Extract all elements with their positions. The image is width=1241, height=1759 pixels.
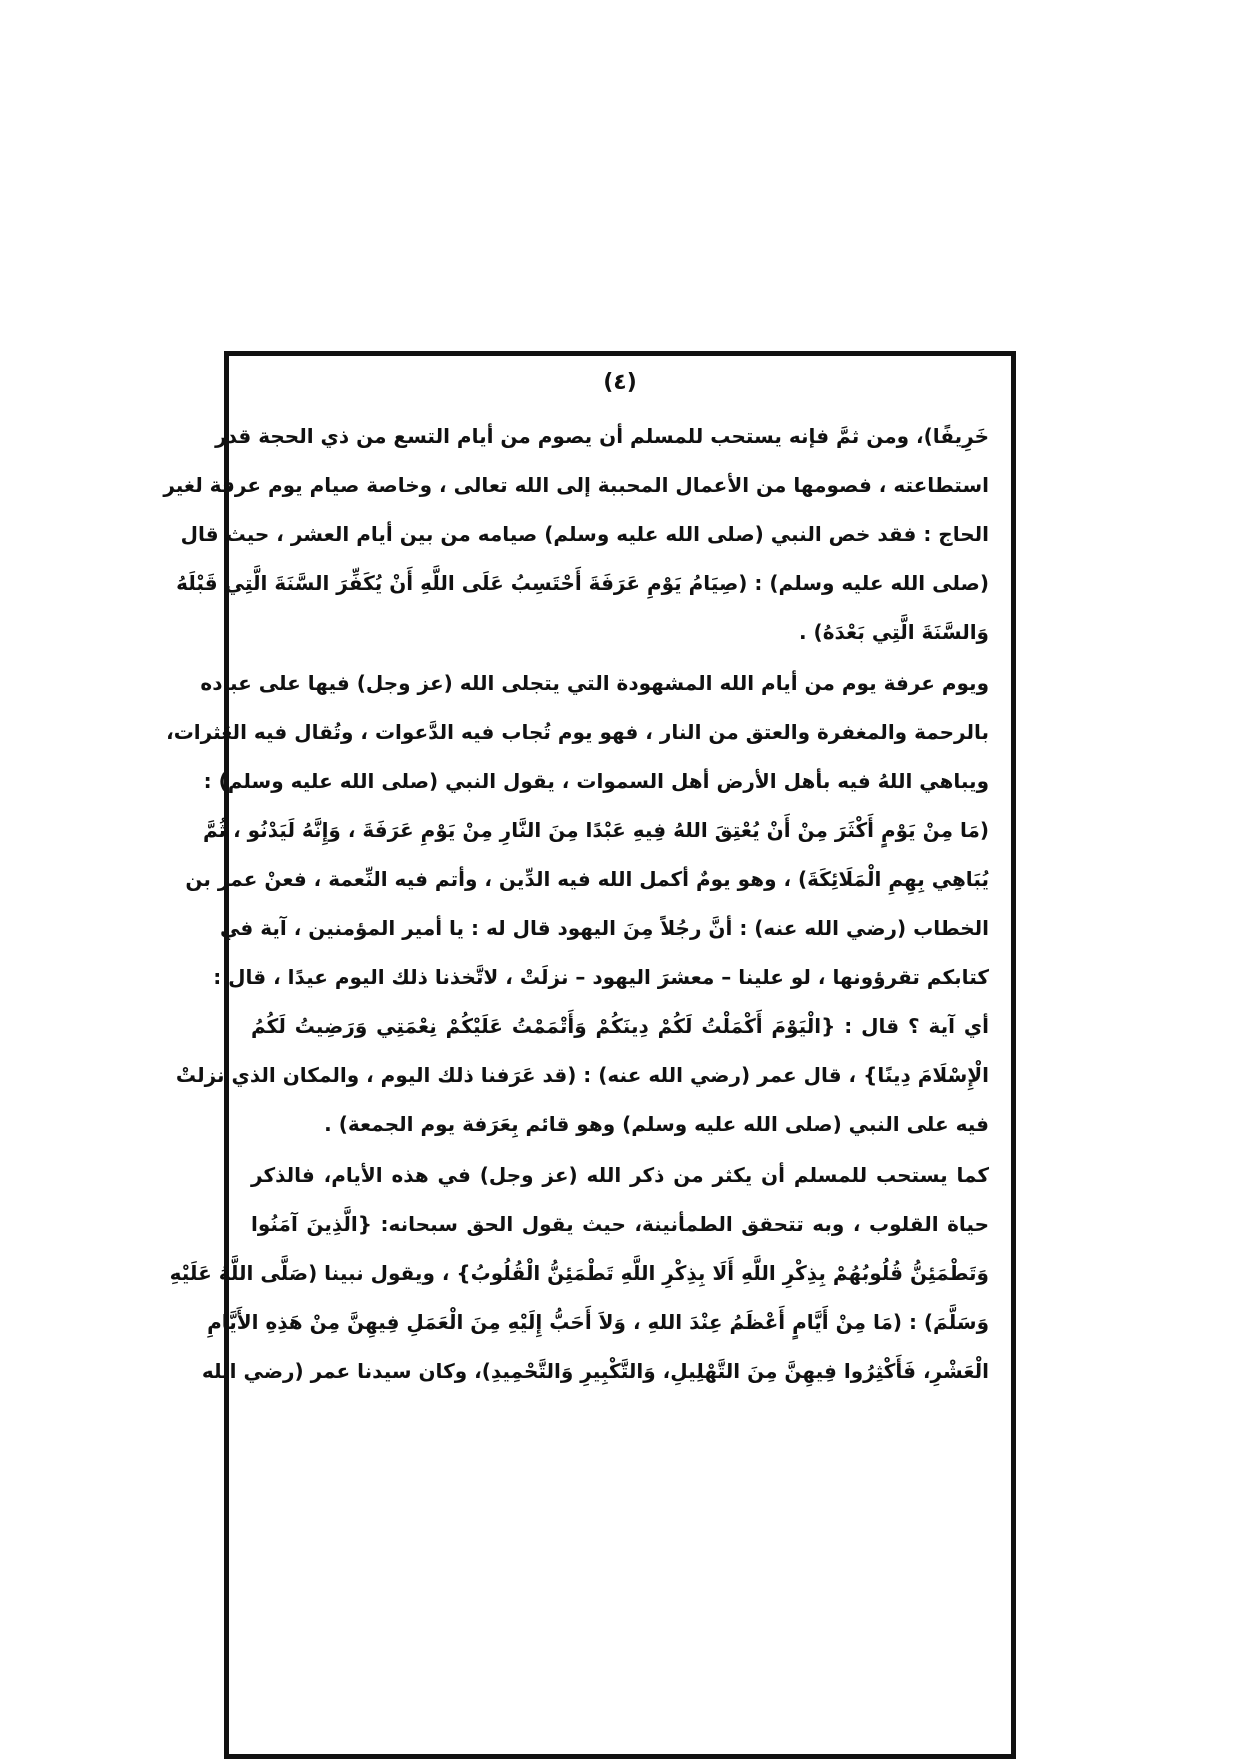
text-line: حياة القلوب ، وبه تتحقق الطمأنينة، حيث يقول الحق سبحانه: {الَّذِينَ آمَنُوا xyxy=(251,1212,989,1236)
text-line: كما يستحب للمسلم أن يكثر من ذكر الله (عز وجل) في هذه الأيام، فالذكر xyxy=(251,1163,989,1187)
text-line: ويوم عرفة يوم من أيام الله المشهودة التي يتجلى الله (عز وجل) فيها على عباده xyxy=(200,671,989,695)
text-line: الحاج : فقد خص النبي (صلى الله عليه وسلم) صيامه من بين أيام العشر ، حيث قال xyxy=(180,522,989,546)
text-line: (مَا مِنْ يَوْمٍ أَكْثَرَ مِنْ أَنْ يُعْتِقَ اللهُ فِيهِ عَبْدًا مِنَ النَّارِ مِنْ يَوْمِ عَرَفَةَ ، وَإِنَّهُ لَيَدْنُو ، ثُمَّ xyxy=(202,818,989,842)
page-frame xyxy=(163,351,1016,1759)
text-line: الْإِسْلَامَ دِينًا} ، قال عمر (رضي الله عنه) : (قد عَرَفنا ذلك اليوم ، والمكان الذي نزلتْ xyxy=(175,1063,989,1087)
text-line: وَالسَّنَةَ الَّتِي بَعْدَهُ) . xyxy=(799,620,989,644)
text-line: وَسَلَّمَ) : (مَا مِنْ أَيَّامٍ أَعْظَمُ عِنْدَ اللهِ ، وَلاَ أَحَبُّ إِلَيْهِ مِنَ الْعَمَلِ فِيهِنَّ مِنْ هَذِهِ الأَيَّامِ xyxy=(207,1310,989,1334)
text-line: وَتَطْمَئِنُّ قُلُوبُهُمْ بِذِكْرِ اللَّهِ أَلَا بِذِكْرِ اللَّهِ تَطْمَئِنُّ الْقُلُوبُ} ، ويقول نبينا (صَلَّى اللَّهُ عَلَيْهِ xyxy=(169,1261,989,1285)
text-line: بالرحمة والمغفرة والعتق من النار ، فهو يوم تُجاب فيه الدَّعوات ، وتُقال فيه العَثرات، xyxy=(166,720,989,744)
text-line: استطاعته ، فصومها من الأعمال المحببة إلى الله تعالى ، وخاصة صيام يوم عرفة لغير xyxy=(163,473,989,497)
text-line: كتابكم تقرؤونها ، لو علينا – معشرَ اليهود – نزلَتْ ، لاتَّخذنا ذلك اليوم عيدًا ، قال : xyxy=(213,965,989,989)
text-line: الْعَشْرِ، فَأَكْثِرُوا فِيهِنَّ مِنَ التَّهْلِيلِ، وَالتَّكْبِيرِ وَالتَّحْمِيدِ)، وكان سيدنا عمر (رضي الله xyxy=(201,1359,989,1383)
paragraph xyxy=(166,659,989,1149)
text-line: أي آية ؟ قال : {الْيَوْمَ أَكْمَلْتُ لَكُمْ دِينَكُمْ وَأَتْمَمْتُ عَلَيْكُمْ نِعْمَتِي وَرَضِيتُ لَكُمُ xyxy=(251,1014,989,1038)
text-line: خَرِيفًا)، ومن ثمَّ فإنه يستحب للمسلم أن يصوم من أيام التسع من ذي الحجة قدر xyxy=(215,424,989,448)
paragraph xyxy=(169,1151,989,1396)
text-line: ويباهي اللهُ فيه بأهل الأرض أهل السموات ، يقول النبي (صلى الله عليه وسلم) : xyxy=(203,769,989,793)
text-line: يُبَاهِي بِهِمِ الْمَلَائِكَةَ) ، وهو يومٌ أكمل الله فيه الدِّين ، وأتم فيه النِّعمة ، فعنْ عمر بن xyxy=(185,867,989,891)
paragraph xyxy=(163,412,989,657)
text-line: فيه على النبي (صلى الله عليه وسلم) وهو قائم بِعَرَفة يوم الجمعة) . xyxy=(324,1112,989,1136)
text-line: الخطاب (رضي الله عنه) : أنَّ رجُلاً مِنَ اليهود قال له : يا أمير المؤمنين ، آية في xyxy=(219,916,989,940)
page-body xyxy=(163,412,989,1396)
page-number: (٤) xyxy=(603,370,637,395)
text-line: (صلى الله عليه وسلم) : (صِيَامُ يَوْمِ عَرَفَةَ أَحْتَسِبُ عَلَى اللَّهِ أَنْ يُكَفِّرَ السَّنَةَ الَّتِي قَبْلَهُ xyxy=(176,571,989,595)
